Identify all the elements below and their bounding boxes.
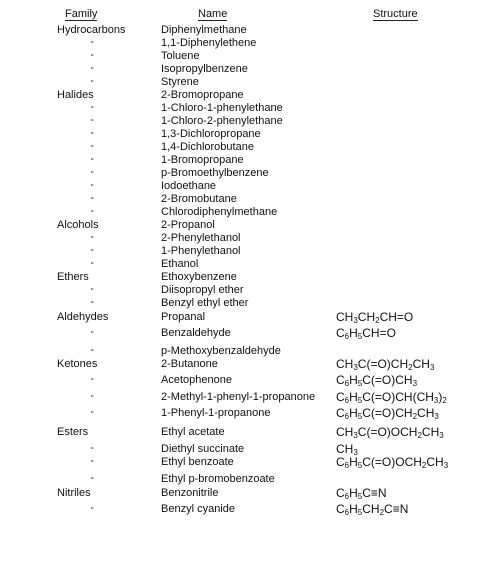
formula-part: CH: [357, 310, 376, 324]
header-name: Name: [198, 8, 228, 20]
formula-part: CH=O: [379, 310, 414, 324]
formula-subscript: 5: [357, 379, 363, 388]
formula-part: CH: [421, 425, 440, 439]
family-cell: Nitriles: [57, 487, 91, 499]
formula-subscript: 6: [344, 412, 350, 421]
formula-part: H: [349, 502, 358, 516]
name-cell: 2-Bromopropane: [161, 89, 244, 101]
name-cell: 1,4-Dichlorobutane: [161, 141, 254, 153]
formula-subscript: 5: [357, 412, 363, 421]
formula-part: H: [349, 326, 358, 340]
formula-subscript: 2: [417, 431, 422, 440]
name-cell: Propanal: [161, 311, 206, 323]
name-cell: Isopropylbenzene: [161, 63, 248, 75]
formula-subscript: 5: [357, 508, 363, 517]
name-cell: p-Methoxybenzaldehyde: [161, 345, 281, 357]
structure-formula: [336, 358, 434, 371]
formula-part: H: [349, 390, 358, 404]
formula-subscript: 5: [357, 332, 363, 341]
name-cell: Ethyl benzoate: [161, 456, 234, 468]
formula-part: H: [349, 455, 358, 469]
family-ditto-mark: “: [91, 235, 94, 244]
family-ditto-mark: “: [91, 377, 94, 386]
formula-part: C≡N: [384, 502, 409, 516]
structure-formula: [336, 407, 439, 420]
family-ditto-mark: “: [91, 209, 94, 218]
structure-formula: [336, 456, 448, 469]
header-structure: Structure: [373, 8, 418, 20]
name-cell: Diisopropyl ether: [161, 284, 244, 296]
name-cell: Benzyl cyanide: [161, 503, 235, 515]
formula-subscript: 3: [353, 316, 358, 325]
name-cell: Ethanol: [161, 258, 199, 270]
family-ditto-mark: “: [91, 40, 94, 49]
family-ditto-mark: “: [91, 446, 94, 455]
family-cell: Alcohols: [57, 219, 99, 231]
family-ditto-mark: “: [91, 66, 94, 75]
family-cell: Ketones: [57, 358, 98, 370]
formula-part: C: [336, 502, 345, 516]
family-ditto-mark: “: [91, 459, 94, 468]
formula-part: C(=O)CH: [362, 373, 413, 387]
formula-part: C: [336, 390, 345, 404]
name-cell: 1,1-Diphenylethene: [161, 37, 257, 49]
family-ditto-mark: “: [91, 170, 94, 179]
formula-subscript: 3: [353, 363, 358, 372]
formula-part: CH: [362, 502, 380, 516]
formula-subscript: 3: [439, 431, 444, 440]
formula-part: H: [349, 406, 358, 420]
name-cell: Diphenylmethane: [161, 24, 247, 36]
name-cell: Chlorodiphenylmethane: [161, 206, 278, 218]
structure-formula: [336, 311, 413, 324]
header-family: Family: [65, 8, 98, 20]
family-ditto-mark: “: [91, 105, 94, 114]
formula-subscript: 6: [344, 508, 350, 517]
name-cell: 1,3-Dichloropropane: [161, 128, 261, 140]
formula-subscript: 6: [344, 492, 350, 501]
family-ditto-mark: “: [91, 410, 94, 419]
family-ditto-mark: “: [91, 248, 94, 257]
family-cell: Hydrocarbons: [57, 24, 126, 36]
formula-part: C: [336, 406, 345, 420]
formula-part: C≡N: [362, 486, 387, 500]
formula-subscript: 5: [357, 396, 363, 405]
family-cell: Halides: [57, 89, 94, 101]
family-ditto-mark: “: [91, 506, 94, 515]
formula-part: C(=O)OCH: [362, 455, 422, 469]
name-cell: 2-Bromobutane: [161, 193, 237, 205]
name-cell: 2-Methyl-1-phenyl-1-propanone: [161, 391, 316, 403]
formula-subscript: 3: [429, 363, 435, 372]
formula-subscript: 2: [442, 396, 447, 405]
name-cell: p-Bromoethylbenzene: [161, 167, 269, 179]
structure-formula: [336, 327, 396, 340]
formula-part: C(=O)OCH: [357, 425, 418, 439]
formula-subscript: 2: [421, 461, 427, 470]
name-cell: 1-Bromopropane: [161, 154, 244, 166]
structure-formula: [336, 503, 408, 516]
name-cell: 1-Chloro-1-phenylethane: [161, 102, 283, 114]
formula-subscript: 2: [379, 508, 385, 517]
family-ditto-mark: “: [91, 131, 94, 140]
formula-part: H: [349, 373, 358, 387]
name-cell: 2-Butanone: [161, 358, 218, 370]
name-cell: Iodoethane: [161, 180, 217, 192]
family-ditto-mark: “: [91, 144, 94, 153]
name-cell: Ethoxybenzene: [161, 271, 237, 283]
name-cell: Benzaldehyde: [161, 327, 231, 339]
family-ditto-mark: “: [91, 300, 94, 309]
structure-formula: [336, 391, 447, 404]
formula-subscript: 3: [434, 412, 439, 421]
name-cell: Ethyl acetate: [161, 426, 225, 438]
formula-part: C: [336, 326, 345, 340]
family-cell: Ethers: [57, 271, 89, 283]
family-ditto-mark: “: [91, 79, 94, 88]
formula-subscript: 6: [344, 461, 350, 470]
formula-part: H: [349, 486, 358, 500]
formula-subscript: 6: [344, 332, 350, 341]
family-ditto-mark: “: [91, 53, 94, 62]
formula-subscript: 3: [443, 461, 449, 470]
family-ditto-mark: “: [91, 394, 94, 403]
formula-subscript: 2: [412, 412, 418, 421]
formula-part: C(=O)CH(CH: [362, 390, 434, 404]
family-ditto-mark: “: [91, 118, 94, 127]
formula-part: C(=O)CH: [362, 406, 413, 420]
structure-formula: [336, 374, 417, 387]
family-cell: Esters: [57, 426, 89, 438]
name-cell: Styrene: [161, 76, 199, 88]
formula-subscript: 5: [357, 492, 363, 501]
name-cell: 2-Propanol: [161, 219, 215, 231]
formula-subscript: 3: [353, 431, 358, 440]
name-cell: 1-Phenylethanol: [161, 245, 241, 257]
family-ditto-mark: “: [91, 196, 94, 205]
formula-subscript: 3: [433, 396, 439, 405]
name-cell: 1-Phenyl-1-propanone: [161, 407, 271, 419]
formula-subscript: 6: [344, 379, 350, 388]
formula-part: C: [336, 373, 345, 387]
structure-formula: [336, 426, 444, 439]
formula-subscript: 6: [344, 396, 350, 405]
name-cell: Benzonitrile: [161, 487, 219, 499]
formula-part: C: [336, 486, 345, 500]
family-ditto-mark: “: [91, 287, 94, 296]
formula-part: CH: [336, 442, 354, 456]
formula-subscript: 3: [353, 448, 358, 457]
family-ditto-mark: “: [91, 183, 94, 192]
formula-part: C: [336, 455, 345, 469]
family-ditto-mark: “: [91, 157, 94, 166]
formula-part: CH: [426, 455, 444, 469]
formula-subscript: 5: [357, 461, 363, 470]
formula-part: C(=O)CH: [357, 357, 409, 371]
structure-formula: [336, 487, 387, 500]
formula-part: CH: [417, 406, 435, 420]
name-cell: Diethyl succinate: [161, 443, 245, 455]
name-cell: Toluene: [161, 50, 200, 62]
formula-part: ): [438, 390, 443, 404]
formula-part: CH: [412, 357, 430, 371]
formula-part: CH=O: [362, 326, 396, 340]
formula-part: CH: [336, 357, 354, 371]
family-ditto-mark: “: [91, 476, 94, 485]
family-ditto-mark: “: [91, 330, 94, 339]
name-cell: Ethyl p-bromobenzoate: [161, 473, 275, 485]
formula-subscript: 2: [375, 316, 380, 325]
name-cell: 2-Phenylethanol: [161, 232, 241, 244]
formula-part: CH: [336, 425, 354, 439]
name-cell: Benzyl ethyl ether: [161, 297, 249, 309]
family-cell: Aldehydes: [57, 311, 109, 323]
formula-part: CH: [336, 310, 354, 324]
name-cell: Acetophenone: [161, 374, 232, 386]
formula-subscript: 2: [408, 363, 413, 372]
formula-subscript: 3: [412, 379, 418, 388]
family-ditto-mark: “: [91, 261, 94, 270]
name-cell: 1-Chloro-2-phenylethane: [161, 115, 283, 127]
family-ditto-mark: “: [91, 348, 94, 357]
